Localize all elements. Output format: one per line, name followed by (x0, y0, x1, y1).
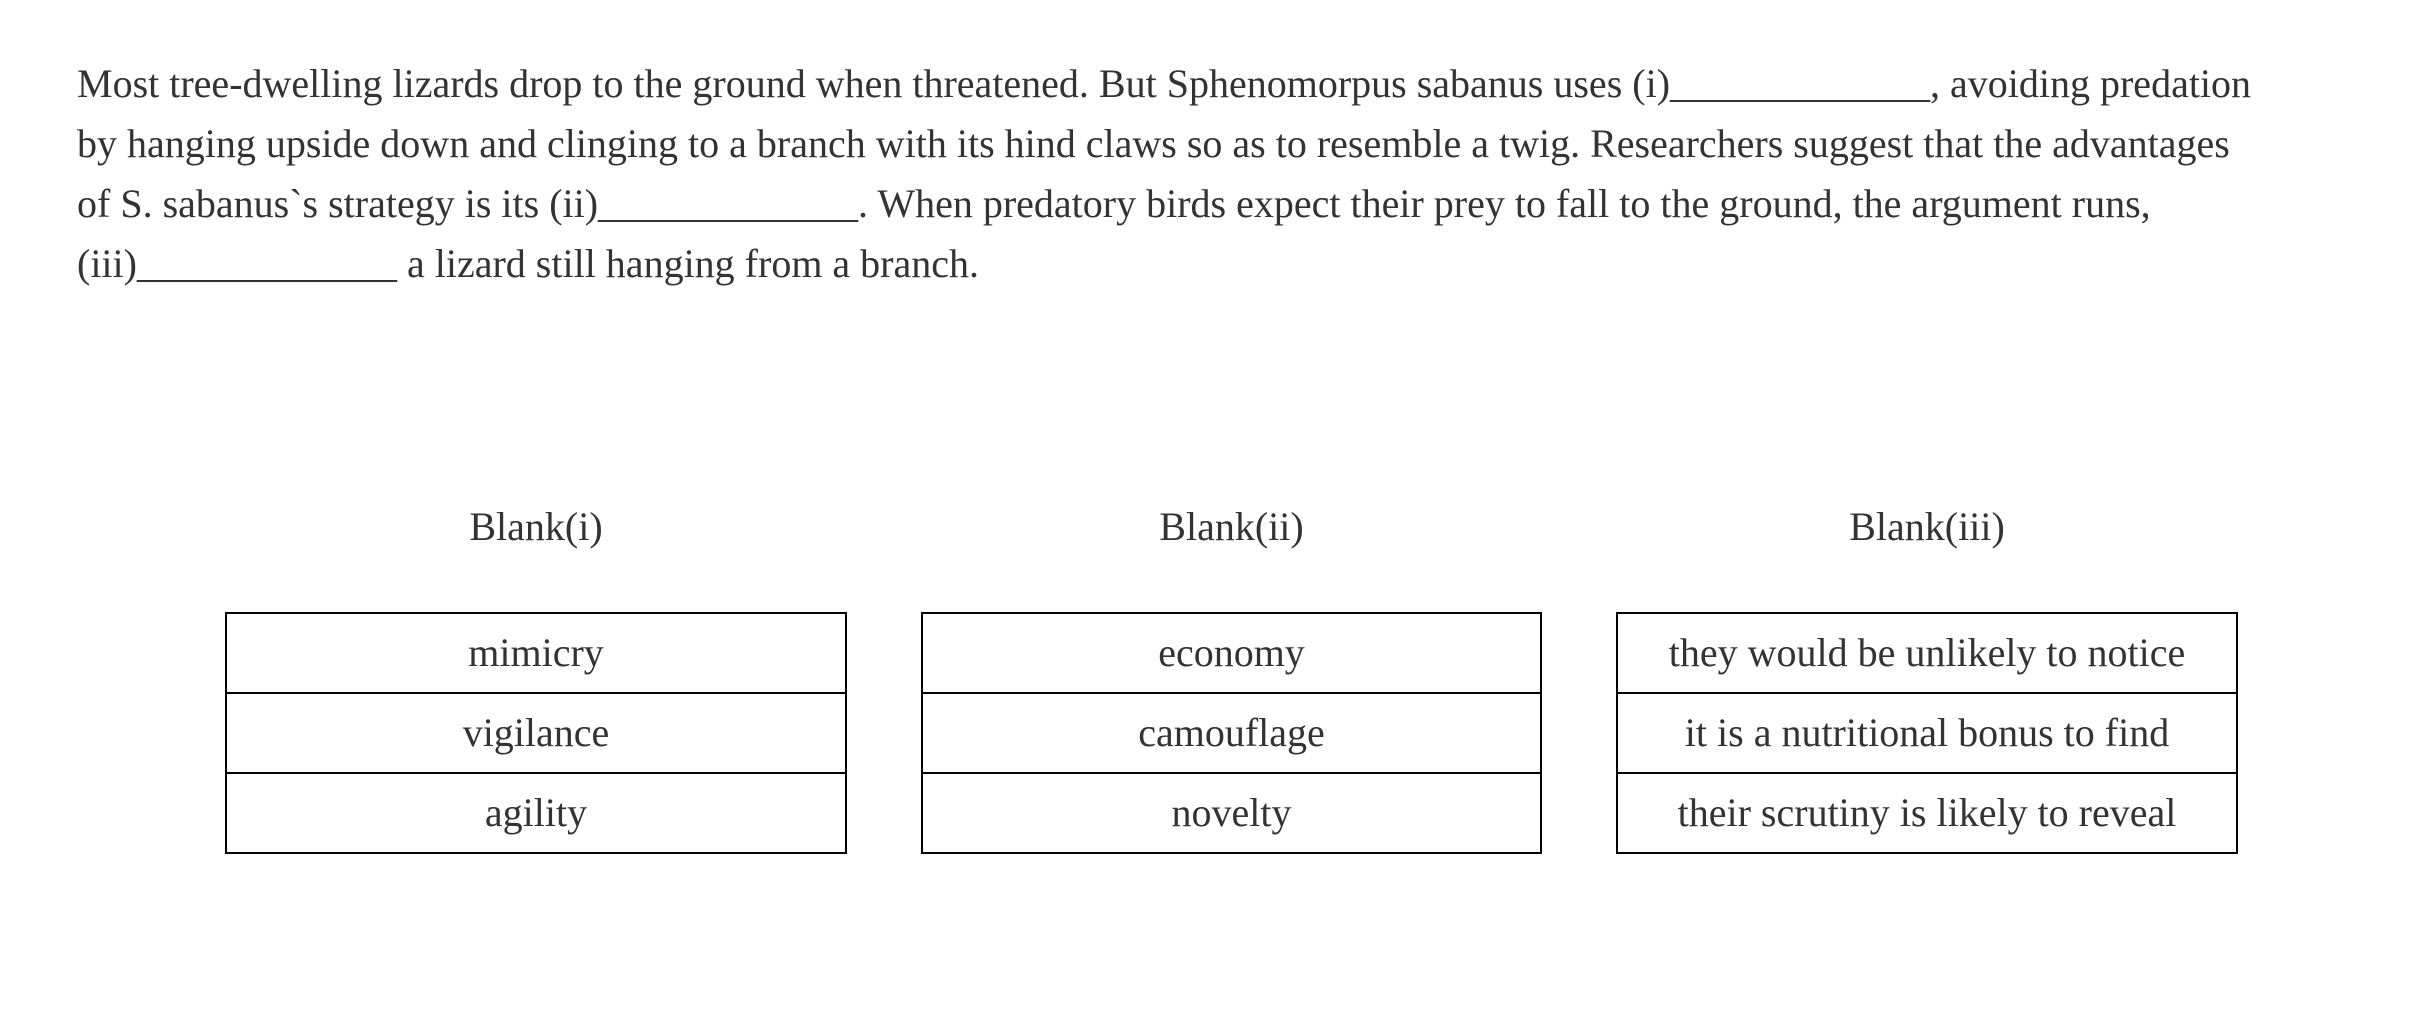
passage-line-2: by hanging upside down and clinging to a branch with its hind claws so as to resemble a twig. Researchers suggest that the advantages (77, 121, 2230, 166)
blank-iii-option-scrutiny-reveal[interactable]: their scrutiny is likely to reveal (1617, 773, 2237, 853)
blank-ii-option-economy[interactable]: economy (922, 613, 1541, 693)
passage-line-3: of S. sabanus`s strategy is its (ii)_____________. When predatory birds expect their prey to fall to the ground, the argument runs, (77, 181, 2151, 226)
passage-line-1: Most tree-dwelling lizards drop to the ground when threatened. But Sphenomorpus sabanus uses (i)_____________, avoiding predation (77, 61, 2252, 106)
blank-ii-option-novelty[interactable]: novelty (922, 773, 1541, 853)
question-passage (77, 54, 2377, 294)
blank-iii-options (1616, 612, 2238, 854)
blank-i-option-mimicry[interactable]: mimicry (226, 613, 846, 693)
blank-ii-title: Blank(ii) (1159, 504, 1304, 549)
blank-ii-options (921, 612, 1542, 854)
blank-iii-option-nutritional-bonus[interactable]: it is a nutritional bonus to find (1617, 693, 2237, 773)
blank-i-title: Blank(i) (469, 504, 603, 549)
blank-iii-option-unlikely-to-notice[interactable]: they would be unlikely to notice (1617, 613, 2237, 693)
blank-ii-option-camouflage[interactable]: camouflage (922, 693, 1541, 773)
blank-i-option-vigilance[interactable]: vigilance (226, 693, 846, 773)
blank-i-options (225, 612, 847, 854)
blank-iii-title: Blank(iii) (1849, 504, 2005, 549)
passage-line-4: (iii)_____________ a lizard still hanging from a branch. (77, 241, 980, 286)
blank-i-option-agility[interactable]: agility (226, 773, 846, 853)
